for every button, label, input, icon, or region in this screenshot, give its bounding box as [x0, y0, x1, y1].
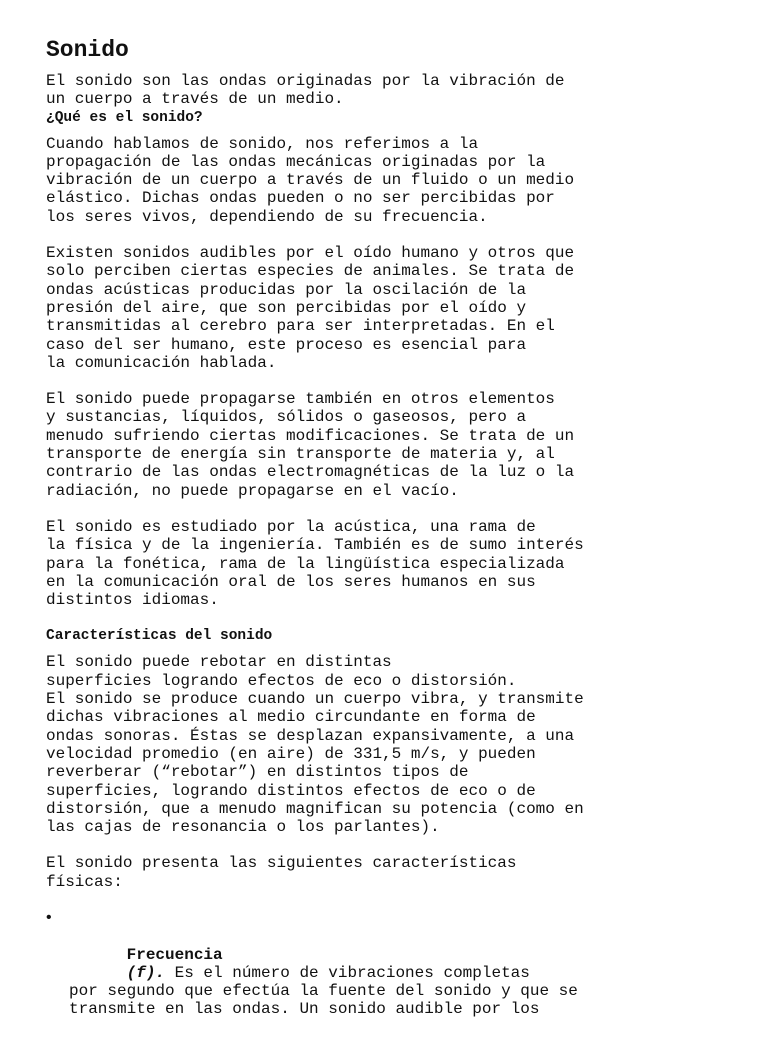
intro-paragraph: El sonido son las ondas originadas por la vibración de un cuerpo a través de un medio.: [46, 72, 565, 109]
characteristics-list: [46, 909, 736, 1037]
term-frequency: Frecuencia: [126, 945, 223, 964]
spacer: [46, 891, 736, 909]
list-item: [46, 909, 736, 1037]
paragraph-physical-characteristics: El sonido presenta las siguientes características físicas:: [46, 854, 517, 891]
question-heading: ¿Qué es el sonido?: [46, 109, 203, 126]
paragraph-reverberation: El sonido puede rebotar en distintas superficies logrando efectos de eco o distorsión. El sonido se produce cuando un cuerpo vibra, y transmite dichas vibraciones al medio circundante en forma de ondas sonoras. Éstas se desplazan expansivamente, a una velocidad promedio (en aire) de 331,5 m/s, y pueden reverberar (“rebotar”) en distintos tipos de superficies, logrando distintos efectos de eco o de distorsión, que a menudo magnifican su potencia (como en las cajas de resonancia o los parlantes).: [46, 653, 584, 837]
spacer: [46, 609, 736, 627]
spacer: [46, 372, 736, 390]
document-page: [46, 36, 736, 1037]
page-title: Sonido: [46, 37, 129, 63]
spacer: [46, 226, 736, 244]
bullet-icon: •: [44, 908, 54, 927]
section-heading-characteristics: Características del sonido: [46, 628, 273, 645]
paragraph-propagation: El sonido puede propagarse también en otros elementos y sustancias, líquidos, sólidos o gaseosos, pero a menudo sufriendo ciertas modificaciones. Se trata de un transporte de energía sin transporte de materia y, al contrario de las ondas electromagnéticas de la luz o la radiación, no puede propagarse en el vacío.: [46, 390, 575, 500]
term-symbol: (f).: [126, 963, 166, 982]
spacer: [46, 836, 736, 854]
spacer: [46, 500, 736, 518]
list-item-text: Es el número de vibraciones completas por segundo que efectúa la fuente del sonido y que se transmite en las ondas. Un sonido audible por los: [69, 963, 578, 1019]
paragraph-what-is-sound: Cuando hablamos de sonido, nos referimos a la propagación de las ondas mecánicas originadas por la vibración de un cuerpo a través de un fluido o un medio elástico. Dichas ondas pueden o no ser percibidas por los seres vivos, dependiendo de su frecuencia.: [46, 134, 575, 226]
paragraph-acoustics: El sonido es estudiado por la acústica, una rama de la física y de la ingeniería. También es de sumo interés para la fonética, rama de la lingüística especializada en la comunicación oral de los seres humanos en sus distintos idiomas.: [46, 517, 584, 610]
paragraph-audible-sounds: Existen sonidos audibles por el oído humano y otros que solo perciben ciertas especies de animales. Se trata de ondas acústicas producidas por la oscilación de la presión del aire, que son percibidas por el oído y transmitidas al cerebro para ser interpretadas. En el caso del ser humano, este proceso es esencial para la comunicación hablada.: [46, 244, 575, 372]
